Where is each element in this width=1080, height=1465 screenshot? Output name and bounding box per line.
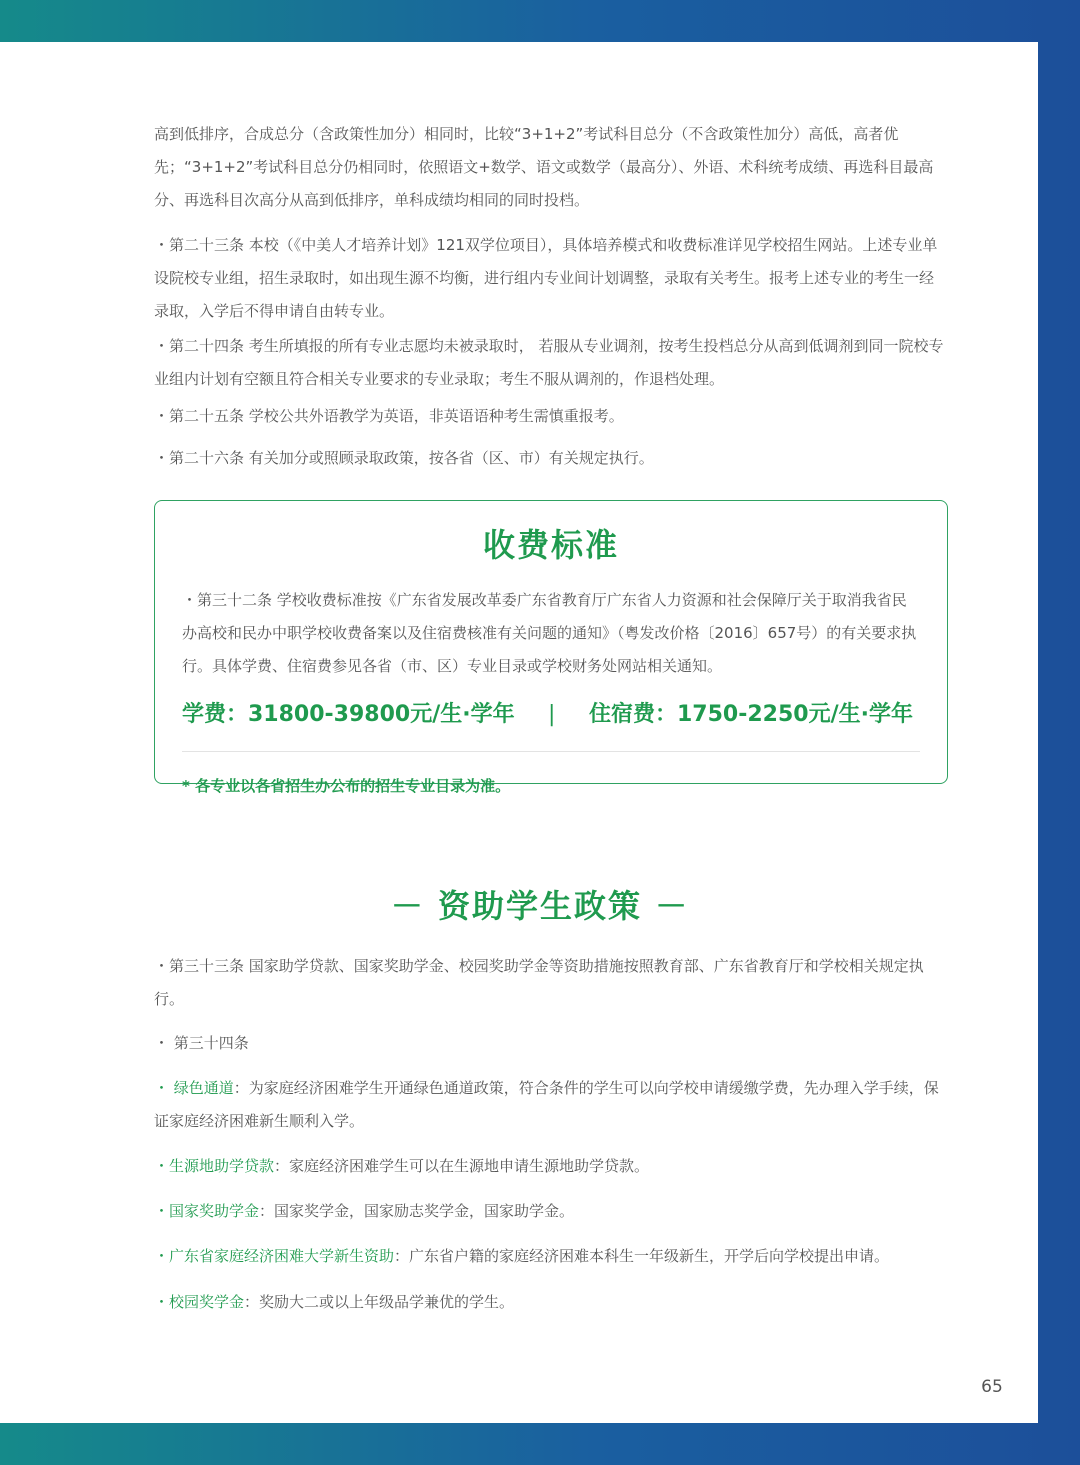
page-number: 65 [981,1377,1003,1397]
aid-item-guangdong-freshman-aid [154,1240,948,1273]
fee-amounts [182,698,922,732]
paragraph-article-26: ・第二十六条 有关加分或照顾录取政策，按各省（区、市）有关规定执行。 [154,449,654,467]
fee-note: * 各专业以各省招生办公布的招生专业目录为准。 [182,777,511,795]
paragraph-article-23: ・第二十三条 本校（《中美人才培养计划》121双学位项目），具体培养模式和收费标准详见学校招生网站。上述专业单设院校专业组，招生录取时，如出现生源不均衡，进行组内专业间计划调整，录取有关考生。报考上述专业的考生一经录取，入学后不得申请自由转专业。 [154,236,938,320]
tuition-fee: 学费：31800-39800元/生·学年 [182,702,515,727]
aid-item-label: ・广东省家庭经济困难大学新生资助 [154,1247,395,1265]
paragraph-article-25: ・第二十五条 学校公共外语教学为英语，非英语语种考生需慎重报考。 [154,407,624,425]
accommodation-fee: 住宿费：1750-2250元/生·学年 [589,702,913,727]
aid-item-text: ：为家庭经济困难学生开通绿色通道政策，符合条件的学生可以向学校申请缓缴学费，先办理入学手续，保证家庭经济困难新生顺利入学。 [154,1079,939,1130]
paragraph-article-33: ・第三十三条 国家助学贷款、国家奖助学金、校园奖助学金等资助措施按照教育部、广东省教育厅和学校相关规定执行。 [154,957,924,1008]
paragraph-tie-break: 高到低排序，合成总分（含政策性加分）相同时，比较“3+1+2”考试科目总分（不含政策性加分）高低，高者优先；“3+1+2”考试科目总分仍相同时，依照语文+数学、语文或数学（最高分）、外语、术科统考成绩、再选科目最高分、再选科目次高分从高到低排序，单科成绩均相同的同时投档。 [154,125,934,209]
fee-divider [182,751,920,752]
aid-item-national-scholarship [154,1195,948,1228]
paragraph-article-34: ・ 第三十四条 [154,1034,249,1052]
paragraph-article-32: ・第三十二条 学校收费标准按《广东省发展改革委广东省教育厅广东省人力资源和社会保障厅关于取消我省民办高校和民办中职学校收费备案以及住宿费核准有关问题的通知》（粤发改价格〔2016〕657号）的有关要求执行。具体学费、住宿费参见各省（市、区）专业目录或学校财务处网站相关通知。 [182,591,917,675]
aid-item-text: ：国家奖学金，国家励志奖学金，国家助学金。 [259,1202,575,1220]
fee-separator: | [548,702,556,727]
aid-section-title: － 资助学生政策 － [390,887,690,925]
aid-item-label: ・校园奖学金 [154,1293,245,1311]
aid-item-text: ：奖励大二或以上年级品学兼优的学生。 [244,1293,515,1311]
aid-item-green-channel [154,1072,948,1138]
aid-item-student-loan [154,1150,948,1183]
fee-section-title: 收费标准 [464,521,638,569]
aid-item-label: ・国家奖助学金 [154,1202,260,1220]
aid-item-campus-scholarship [154,1286,948,1319]
aid-item-text: ：广东省户籍的家庭经济困难本科生一年级新生，开学后向学校提出申请。 [394,1247,890,1265]
aid-item-label: ・ 绿色通道 [154,1079,234,1097]
aid-item-text: ：家庭经济困难学生可以在生源地申请生源地助学贷款。 [274,1157,650,1175]
paragraph-article-24: ・第二十四条 考生所填报的所有专业志愿均未被录取时， 若服从专业调剂，按考生投档总分从高到低调剂到同一院校专业组内计划有空额且符合相关专业要求的专业录取；考生不服从调剂的，作退档处理。 [154,337,944,388]
aid-item-label: ・生源地助学贷款 [154,1157,275,1175]
